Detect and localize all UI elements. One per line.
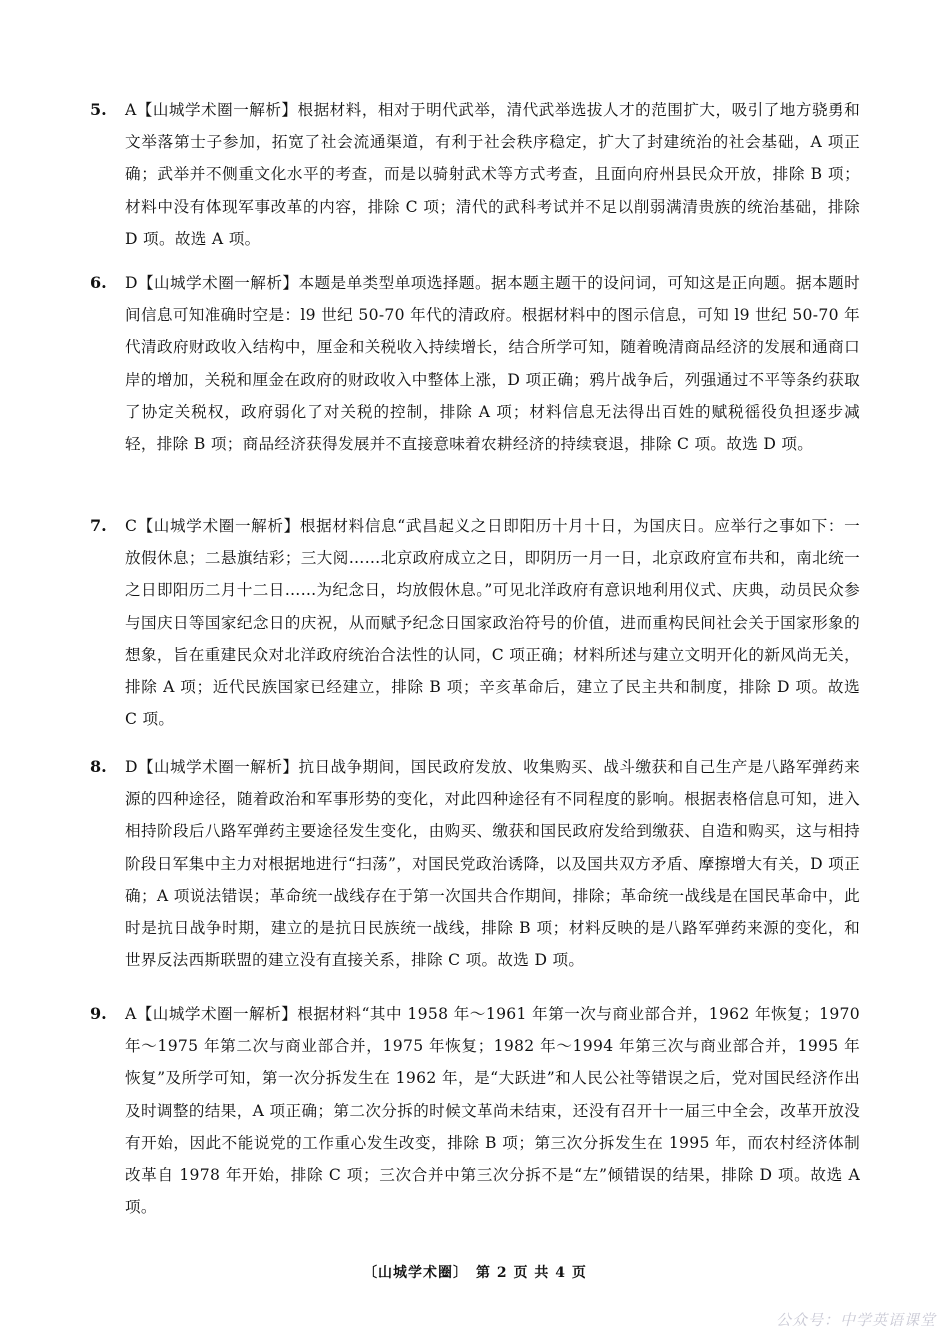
watermark: 公众号：中学英语课堂: [775, 1311, 936, 1329]
item-explanation: A【山城学术圈一解析】根据材料，相对于明代武举，清代武举选拔人才的范围扩大，吸引了地方骁勇和文举落第士子参加，拓宽了社会流通渠道，有利于社会秩序稳定，扩大了封建统治的社会基础，A 项正确；武举并不侧重文化水平的考查，而是以骑射武术等方式考查，且面向府州县民众开放，排除 B 项；材料中没有体现军事改革的内容，排除 C 项；清代的武科考试并不足以削弱满清贵族的统治基础，排除 D 项。故选 A 项。: [125, 101, 860, 248]
answer-item-6: [90, 267, 860, 460]
answer-item-7: [90, 510, 860, 735]
answer-item-8: [90, 751, 860, 976]
item-explanation: A【山城学术圈一解析】根据材料“其中 1958 年～1961 年第一次与商业部合并，1962 年恢复；1970 年～1975 年第二次与商业部合并，1975 年恢复；1982 年～1994 年第三次与商业部合并，1995 年恢复”及所学可知，第一次分拆发生在 1962 年，是“大跃进”和人民公社等错误之后，党对国民经济作出及时调整的结果，A 项正确；第二次分拆的时候文革尚未结束，还没有召开十一届三中全会，改革开放没有开始，因此不能说党的工作重心发生改变，排除 B 项；第三次分拆发生在 1995 年，而农村经济体制改革自 1978 年开始，排除 C 项；三次合并中第三次分拆不是“左”倾错误的结果，排除 D 项。故选 A 项。: [125, 1005, 860, 1217]
answer-item-9: [90, 998, 860, 1223]
item-number: 6.: [90, 273, 107, 292]
item-number: 7.: [90, 516, 107, 535]
answer-item-5: [90, 94, 860, 255]
item-explanation: D【山城学术圈一解析】本题是单类型单项选择题。据本题主题干的设问词，可知这是正向题。据本题时间信息可知准确时空是：l9 世纪 50-70 年代的清政府。根据材料中的图示信息，可知 l9 世纪 50-70 年代清政府财政收入结构中，厘金和关税收入持续增长，结合所学可知，随着晚清商品经济的发展和通商口岸的增加，关税和厘金在政府的财政收入中整体上涨，D 项正确；鸦片战争后，列强通过不平等条约获取了协定关税权，政府弱化了对关税的控制，排除 A 项；材料信息无法得出百姓的赋税徭役负担逐步减轻，排除 B 项；商品经济获得发展并不直接意味着农耕经济的持续衰退，排除 C 项。故选 D 项。: [125, 274, 860, 454]
item-number: 9.: [90, 1004, 107, 1023]
item-number: 5.: [90, 100, 107, 119]
page-footer: 〔山城学术圈〕 第 2 页 共 4 页: [363, 1265, 587, 1281]
item-explanation: D【山城学术圈一解析】抗日战争期间，国民政府发放、收集购买、战斗缴获和自己生产是八路军弹药来源的四种途径，随着政治和军事形势的变化，对此四种途径有不同程度的影响。根据表格信息可知，进入相持阶段后八路军弹药主要途径发生变化，由购买、缴获和国民政府发给到缴获、自造和购买，这与相持阶段日军集中主力对根据地进行“扫荡”，对国民党政治诱降，以及国共双方矛盾、摩擦增大有关，D 项正确；A 项说法错误；革命统一战线存在于第一次国共合作期间，排除；革命统一战线是在国民革命中，此时是抗日战争时期，建立的是抗日民族统一战线，排除 B 项；材料反映的是八路军弹药来源的变化，和世界反法西斯联盟的建立没有直接关系，排除 C 项。故选 D 项。: [125, 758, 860, 970]
item-number: 8.: [90, 757, 107, 776]
item-explanation: C【山城学术圈一解析】根据材料信息“武昌起义之日即阳历十月十日，为国庆日。应举行之事如下：一放假休息；二悬旗结彩；三大阅……北京政府成立之日，即阴历一月一日，北京政府宣布共和，南北统一之日即阳历二月十二日……为纪念日，均放假休息。”可见北洋政府有意识地利用仪式、庆典，动员民众参与国庆日等国家纪念日的庆祝，从而赋予纪念日国家政治符号的价值，进而重构民间社会关于国家形象的想象，旨在重建民众对北洋政府统治合法性的认同，C 项正确；材料所述与建立文明开化的新风尚无关，排除 A 项；近代民族国家已经建立，排除 B 项；辛亥革命后，建立了民主共和制度，排除 D 项。故选 C 项。: [125, 517, 860, 729]
